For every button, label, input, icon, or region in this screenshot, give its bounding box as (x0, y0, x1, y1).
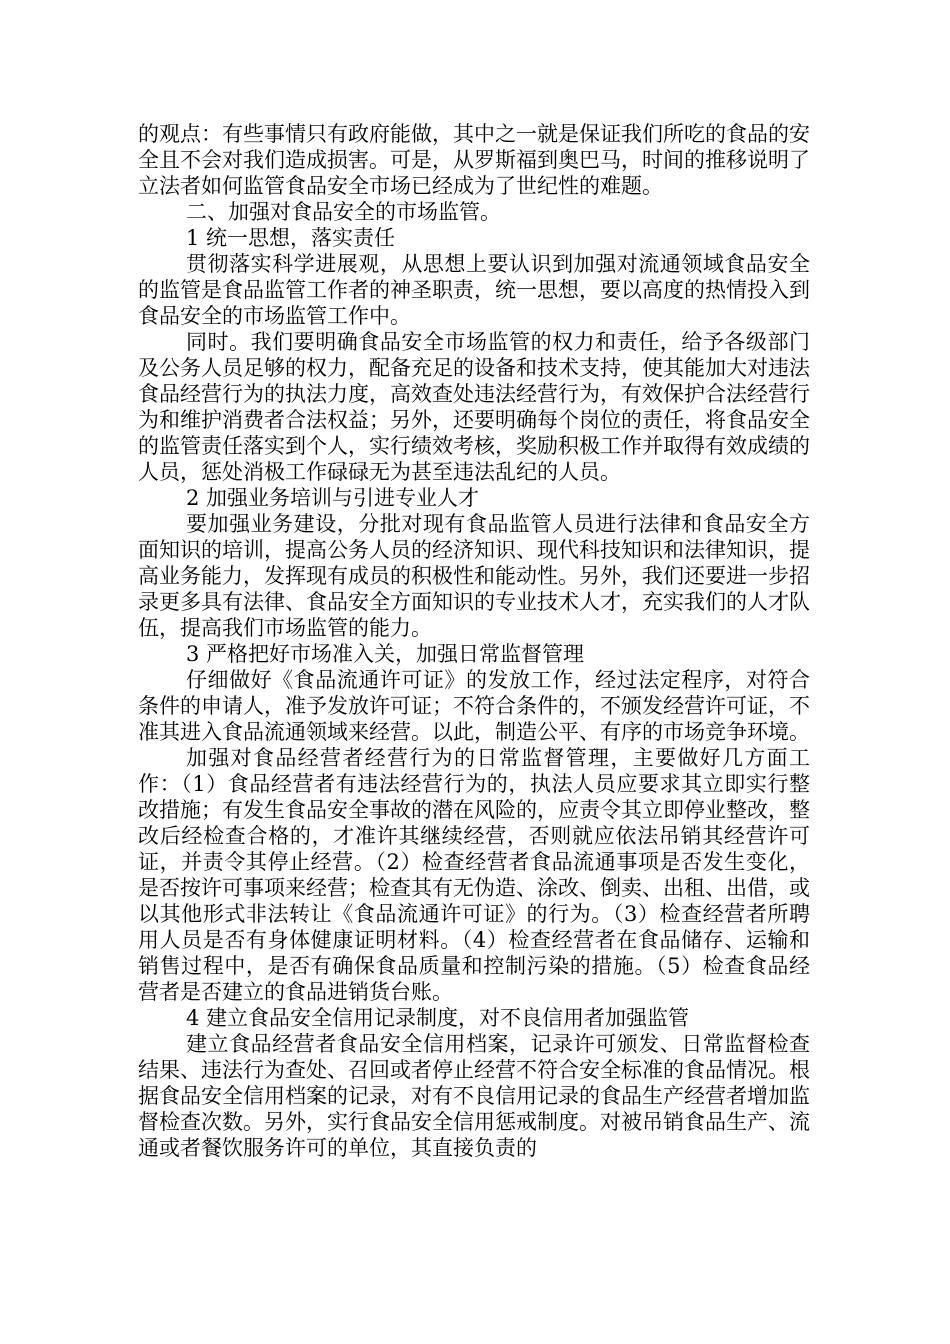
paragraph: 加强对食品经营者经营行为的日常监督管理，主要做好几方面工作：（1）食品经营者有违法经营行为的，执法人员应要求其立即实行整改措施；有发生食品安全事故的潜在风险的，应责令其立即停业整改，整改后经检查合格的，才准许其继续经营，否则就应依法吊销其经营许可证，并责令其停止经营。（2）检查经营者食品流通事项是否发生变化，是否按许可事项来经营；检查其有无伪造、涂改、倒卖、出租、出借，或以其他形式非法转让《食品流通许可证》的行为。（3）检查经营者所聘用人员是否有身体健康证明材料。（4）检查经营者在食品储存、运输和销售过程中，是否有确保食品质量和控制污染的措施。（5）检查食品经营者是否建立的食品进销货台账。 (138, 746, 810, 1004)
subsection-heading: 2 加强业务培训与引进专业人才 (186, 486, 480, 510)
paragraph: 贯彻落实科学进展观，从思想上要认识到加强对流通领域食品安全的监管是食品监管工作者的神圣职责，统一思想，要以高度的热情投入到食品安全的市场监管工作中。 (138, 252, 810, 328)
section-heading: 二、加强对食品安全的市场监管。 (186, 200, 501, 224)
subsection-heading: 1 统一思想，落实责任 (186, 226, 396, 250)
paragraph: 要加强业务建设，分批对现有食品监管人员进行法律和食品安全方面知识的培训，提高公务人员的经济知识、现代科技知识和法律知识，提高业务能力，发挥现有成员的积极性和能动性。另外，我们还要进一步招录更多具有法律、食品安全方面知识的专业技术人才，充实我们的人才队伍，提高我们市场监管的能力。 (138, 512, 810, 640)
subsection-heading: 4 建立食品安全信用记录制度，对不良信用者加强监管 (186, 1006, 690, 1030)
paragraph: 的观点：有些事情只有政府能做，其中之一就是保证我们所吃的食品的安全且不会对我们造成损害。可是，从罗斯福到奥巴马，时间的推移说明了立法者如何监管食品安全市场已经成为了世纪性的难题。 (138, 122, 810, 198)
paragraph: 仔细做好《食品流通许可证》的发放工作，经过法定程序，对符合条件的申请人，准予发放许可证；不符合条件的，不颁发经营许可证，不准其进入食品流通领域来经营。以此，制造公平、有序的市场竞争环境。 (138, 668, 810, 744)
paragraph: 建立食品经营者食品安全信用档案，记录许可颁发、日常监督检查结果、违法行为查处、召回或者停止经营不符合安全标准的食品情况。根据食品安全信用档案的记录，对有不良信用记录的食品生产经营者增加监督检查次数。另外，实行食品安全信用惩戒制度。对被吊销食品生产、流通或者餐饮服务许可的单位，其直接负责的 (138, 1032, 810, 1160)
subsection-heading: 3 严格把好市场准入关，加强日常监督管理 (186, 642, 585, 666)
paragraph: 同时。我们要明确食品安全市场监管的权力和责任，给予各级部门及公务人员足够的权力，配备充足的设备和技术支持，使其能加大对违法食品经营行为的执法力度，高效查处违法经营行为，有效保护合法经营行为和维护消费者合法权益；另外，还要明确每个岗位的责任，将食品安全的监管责任落实到个人，实行绩效考核，奖励积极工作并取得有效成绩的人员，惩处消极工作碌碌无为甚至违法乱纪的人员。 (138, 330, 810, 484)
document-page (138, 121, 810, 1161)
